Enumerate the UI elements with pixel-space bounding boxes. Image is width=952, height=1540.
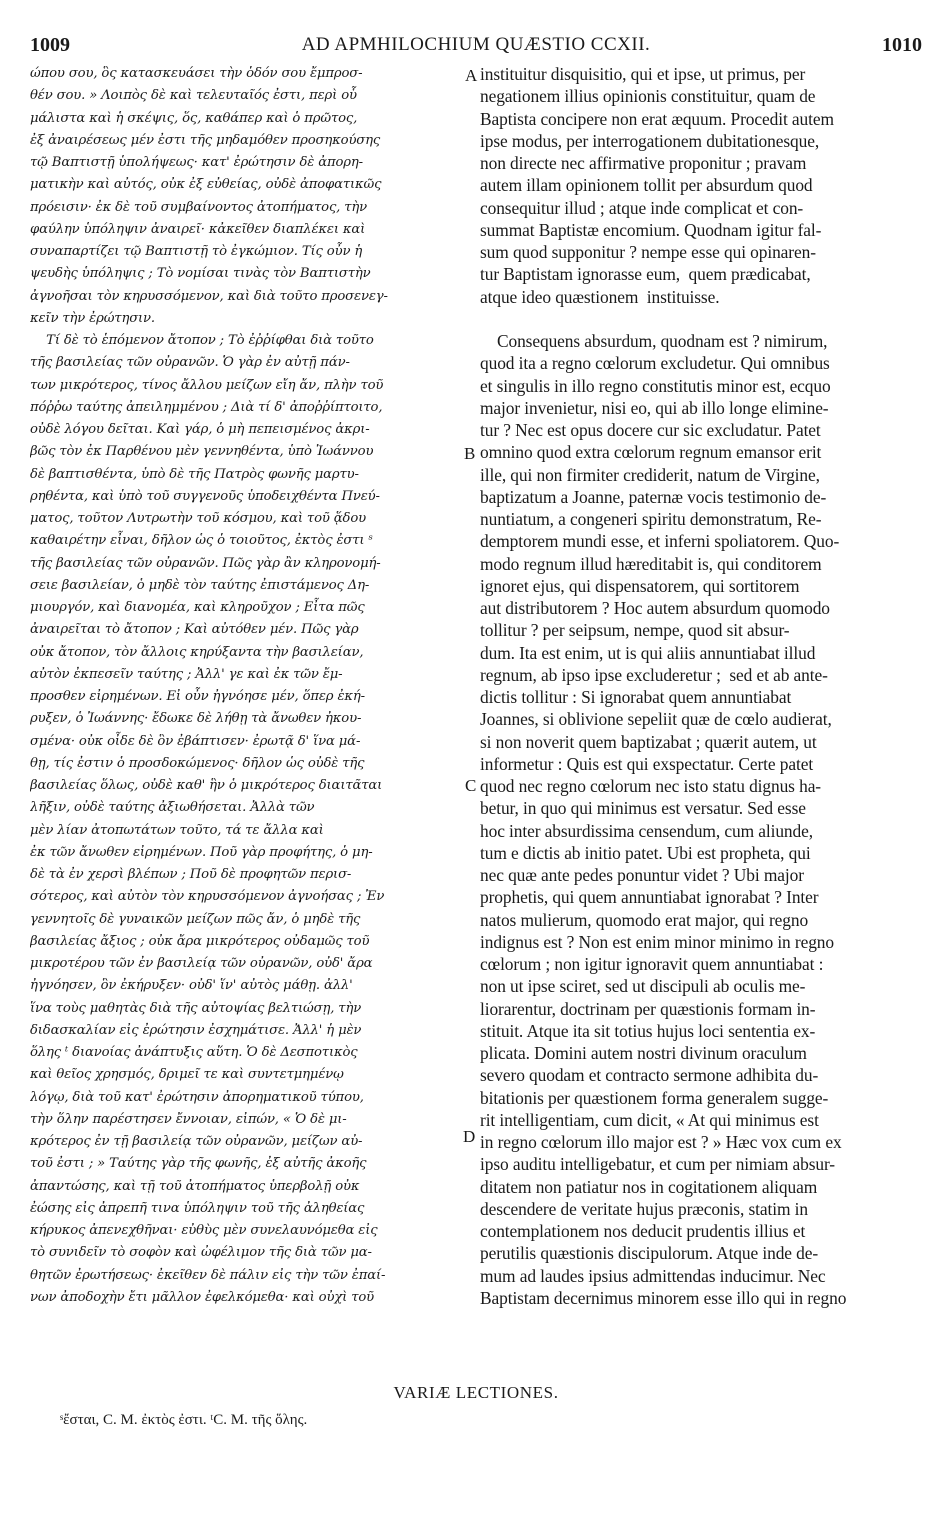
variae-lectiones-heading: VARIÆ LECTIONES. (393, 1383, 559, 1402)
running-header (30, 34, 922, 58)
margin-letter-c: C (465, 776, 477, 795)
margin-letter-b: B (464, 444, 476, 463)
greek-column-paragraph-2: Τί δὲ τὸ ἑπόμενον ἄτοπον ; Τὸ ἐῤῥίφθαι διὰ τοῦτο τῆς βασιλείας τῶν οὐρανῶν. Ὁ γὰρ ἐν αὐτῇ πάν- των μικρότερος, τίνος ἄλλου μείζων εἴη ἄν, πλὴν τοῦ πόῤῥω ταύτης ἀπειλημμένου ; Διὰ τί δ' ἀποῤῥίπτοιτο, οὐδὲ λόγου δεῖται. Καὶ γάρ, ὁ μὴ πεπεισμένος ἀκρι- βῶς τὸν ἐκ Παρθένου μὲν γεννηθέντα, ὑπὸ Ἰωάννου δὲ βαπτισθέντα, ὑπὸ δὲ τῆς Πατρὸς φωνῆς μαρτυ- ρηθέντα, καὶ ὑπὸ τοῦ συγγενοῦς ὑποδειχθέντα Πνεύ- ματος, τοῦτον Λυτρωτὴν τοῦ κόσμου, καὶ τοῦ ᾅδου καθαιρέτην εἶναι, δῆλον ὡς ὁ τοιοῦτος, ἐκτὸς ἐστι ˢ τῆς βασιλείας τῶν οὐρανῶν. Πῶς γὰρ ἂν κληρονομή- σειε βασιλείαν, ὁ μηδὲ τὸν ταύτης ἐπιστάμενος Δη- μιουργόν, καὶ διανομέα, καὶ κληροῦχον ; Εἶτα πῶς ἀναιρεῖται τὸ ἄτοπον ; Καὶ αὐτόθεν μέν. Πῶς γὰρ οὐκ ἄτοπον, τὸν ἄλλοις κηρύξαντα τὴν βασιλείαν, αὐτὸν ἐκπεσεῖν ταύτης ; Ἀλλ' γε καὶ ἐκ τῶν ἔμ- προσθεν εἰρημένων. Εἰ οὖν ἠγνόησε μέν, ὅπερ ἐκή- ρυξεν, ὁ Ἰωάννης· ἔδωκε δὲ λήθῃ τὰ ἄνωθεν ἠκου- σμένα· οὐκ οἶδε δὲ ὃν ἐβάπτισεν· ἐρωτᾷ δ' ἵνα μά- θῃ, τίς ἐστιν ὁ προσδοκώμενος· δῆλον ὡς οὐδὲ τῆς βασιλείας ὅλως, οὐδὲ καθ' ἣν ὁ μικρότερος διαιτᾶται λῆξιν, οὐδὲ ταύτης ἀξιωθήσεται. Ἀλλὰ τῶν μὲν λίαν ἀτοπωτάτων τοῦτο, τά τε ἄλλα καὶ ἐκ τῶν ἄνωθεν εἰρημένων. Ποῦ γὰρ προφήτης, ὁ μη- δὲ τὰ ἐν χερσὶ βλέπων ; Ποῦ δὲ προφητῶν περισ- σότερος, καὶ αὐτὸν τὸν κηρυσσόμενον ἀγνοήσας ; Ἐν γεννητοῖς δὲ γυναικῶν μείζων πῶς ἄν, ὁ μηδὲ τῆς βασιλείας ἄξιος ; οὐκ ἄρα μικρότερος οὐδαμῶς τοῦ μικροτέρου τῶν ἐν βασιλείᾳ τῶν οὐρανῶν, οὐδ' ἄρα ἠγνόησεν, ὃν ἐκήρυξεν· οὐδ' ἵν' αὐτὸς μάθῃ. ἀλλ' ἵνα τοὺς μαθητὰς διὰ τῆς αὐτοψίας βελτιώσῃ, τὴν διδασκαλίαν εἰς ἐρώτησιν ἐσχημάτισε. Ἀλλ' ἡ μὲν ὅλης ᵗ διανοίας ἀνάπτυξις αὕτη. Ὁ δὲ Δεσποτικὸς καὶ θεῖος χρησμός, δριμεῖ τε καὶ συντετμημένῳ λόγῳ, διὰ τοῦ κατ' ἐρώτησιν ἀπορηματικοῦ τύπου, τὴν ὅλην παρέστησεν ἔννοιαν, εἰπών, « Ὁ δὲ μι- κρότερος ἐν τῇ βασιλείᾳ τῶν οὐρανῶν, μείζων αὐ- τοῦ ἐστι ; » Ταύτης γὰρ τῆς φωνῆς, ἐξ αὐτῆς ἀκοῆς ἀπαντώσης, καὶ τῇ τοῦ ἀτοπήματος ὑπερβολῇ οὐκ ἐώσης εἰς ἀπρεπῆ τινα ὑπόληψιν τοῦ τῆς ἀληθείας κήρυκος ἀπενεχθῆναι· εὐθὺς μὲν συνελαυνόμεθα εἰς τὸ συνιδεῖν τὸ σοφὸν καὶ ὠφέλιμον τῆς διὰ τῶν μα- θητῶν ἐρωτήσεως· ἐκεῖθεν δὲ πάλιν εἰς τὴν τῶν ἐπαί- νων ἀποδοχὴν ἔτι μᾶλλον ἐφελκόμεθα· καὶ οὐχὶ τοῦ (30, 333, 386, 1305)
running-title: AD APMHILOCHIUM QUÆSTIO CCXII. (301, 34, 651, 55)
page-number-left: 1009 (30, 34, 70, 56)
margin-letter-d: D (463, 1127, 476, 1146)
page-number-right: 1010 (882, 34, 922, 56)
variae-lectiones-note: ˢἔσται, C. M. ἐκτὸς ἐστι. ᵗC. M. τῆς ὅλης. (60, 1412, 308, 1428)
greek-column-paragraph-1: ώπου σου, ὃς κατασκευάσει τὴν ὁδόν σου ἔμπροσ- θέν σου. » Λοιπὸς δὲ καὶ τελευταῖός ἐστι, περὶ οὗ μάλιστα καὶ ἡ σκέψις, ὅς, καθάπερ καὶ ὁ πρῶτος, ἐξ ἀναιρέσεως μέν ἐστι τῆς μηδαμόθεν προσηκούσης τῷ Βαπτιστῇ ὑπολήψεως· κατ' ἐρώτησιν δὲ ἀπορη- ματικὴν καὶ αὐτός, οὐκ ἐξ εὐθείας, οὐδὲ ἀποφατικῶς πρόεισιν· ἐκ δὲ τοῦ συμβαίνοντος ἀτοπήματος, τὴν φαύλην ὑπόληψιν ἀναιρεῖ· κἀκεῖθεν διαπλέκει καὶ συναπαρτίζει τῷ Βαπτιστῇ τὸ ἐγκώμιον. Τίς οὖν ἡ ψευδὴς ὑπόληψις ; Τὸ νομίσαι τινὰς τὸν Βαπτιστὴν ἀγνοῆσαι τὸν κηρυσσόμενον, καὶ διὰ τοῦτο προσενεγ- κεῖν τὴν ἐρώτησιν. (30, 66, 388, 326)
margin-letter-a: A (465, 66, 478, 85)
latin-column-paragraph-1: instituitur disquisitio, qui et ipse, ut primus, per negationem illius opinionis constituitur, quam de Baptista concipere non erat æquum. Procedit autem ipse modus, per interrogationem dubitationesque, non directe nec affirmative proponitur ; pravam autem illam opinionem tollit per absurdum quod consequitur illud ; atque inde complicat et con- summat Baptistæ encomium. Quodnam igitur fal- sum quod supponitur ? nempe esse qui opinaren- tur Baptistam ignorasse eum, quem prædicabat, atque ideo quæstionem instituisse. (480, 64, 834, 307)
latin-column-paragraph-2: Consequens absurdum, quodnam est ? nimirum, quod ita a regno cœlorum excludetur. Qui omnibus et singulis in illo regno constitutis minor est, ecquo major invenietur, nisi eo, qui ab illo longe elimine- tur ? Nec est opus docere cur sic excludatur. Patet omnino quod extra cœlorum regnum emansor erit ille, qui non firmiter crediderit, natum de Virgine, baptizatum a Joanne, paternæ vocis testimonio de- nuntiatum, a congeneri spiritu demonstratum, Re- demptorem mundi esse, et inferni spoliatorem. Quo- modo regnum illud hæreditabit is, qui conditorem ignoret ejus, qui dispensatorem, qui sortitorem aut distributorem ? Hoc autem absurdum quomodo tollitur ? per seipsum, nempe, quod sit absur- dum. Ita est enim, ut is qui aliis annuntiabat illud regnum, ab ipso ipse excluderetur ; sed et ab ante- dictis tollitur : Si ignorabat quem annuntiabat Joannes, si oblivione sepeliit quæ de cœlo audierat, si non noverit quem baptizabat ; quærit autem, ut informetur : Quis est qui exspectatur. Certe patet quod nec regno cœlorum nec isto statu dignus ha- betur, in quo qui minimus est versatur. Sed esse hoc inter absurdissima censendum, cum aliunde, tum e dictis ab initio patet. Ubi est propheta, qui nec quæ ante pedes ponuntur videt ? Ubi major prophetis, qui quem annuntiabat ignorabat ? Inter natos mulierum, quomodo erat major, qui regno indignus est ? Non est enim minor minimo in regno cœlorum ; non igitur ignoravit quem annuntiabat : non ut ipse sciret, sed ut discipuli ab oculis me- liorarentur, doctrinam per quæstionis formam in- stituit. Atque ita sit totius hujus loci sententia ex- plicata. Domini autem nostri divinum oraculum severo quodam et contracto sermone adhibita du- bitationis per quæstionem forma generalem sugge- rit intelligentiam, cum dicit, « At qui minimus est in regno cœlorum illo major est ? » Hæc vox cum ex ipso auditu intelligebatur, et cum per nimiam absur- ditatem non patiatur nos in cogitationem aliquam descendere de veritate hujus præconis, statim in contemplationem nos deducit prudentis illius et perutilis quæstionis discipulorum. Atque inde de- mum ad laudes ipsius admittendas inducimur. Nec Baptistam decernimus minorem esse illo qui in regno (480, 331, 847, 1308)
